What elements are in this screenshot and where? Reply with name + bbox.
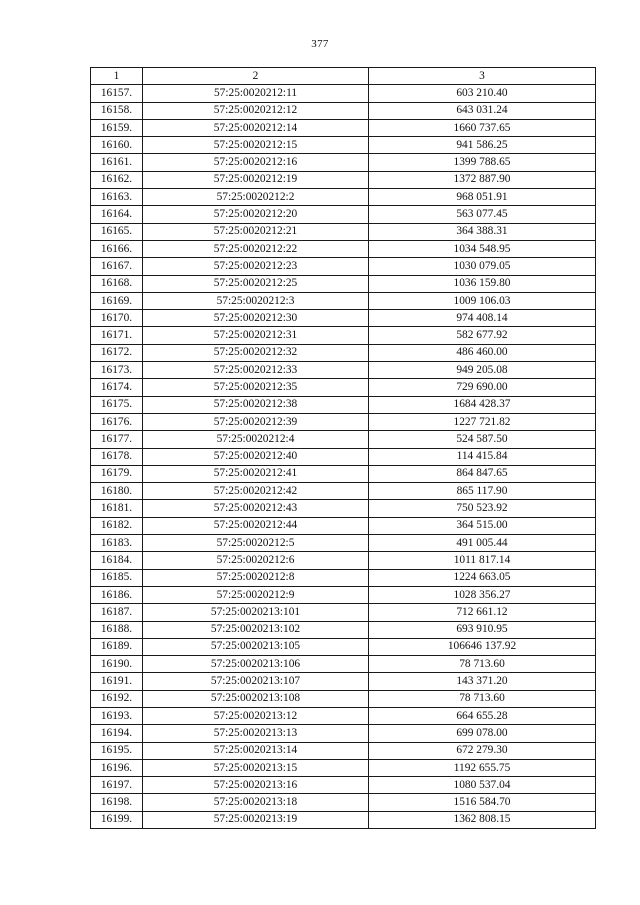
table-row <box>91 656 596 673</box>
row-number-cell: 16194. <box>91 725 143 742</box>
row-number-cell: 16183. <box>91 535 143 552</box>
cadastral-number-cell: 57:25:0020212:15 <box>143 137 369 154</box>
cadastral-number-cell: 57:25:0020213:13 <box>143 725 369 742</box>
row-number-cell: 16198. <box>91 794 143 811</box>
cadastral-value-cell: 524 587.50 <box>369 431 596 448</box>
cadastral-value-cell: 1399 788.65 <box>369 154 596 171</box>
cadastral-value-cell: 974 408.14 <box>369 310 596 327</box>
table-row <box>91 673 596 690</box>
cadastral-number-cell: 57:25:0020212:12 <box>143 102 369 119</box>
table-row <box>91 344 596 361</box>
table-row <box>91 535 596 552</box>
column-header-cadastral-number: 2 <box>143 68 369 85</box>
table-body <box>91 85 596 829</box>
table-row <box>91 621 596 638</box>
cadastral-value-cell: 968 051.91 <box>369 189 596 206</box>
cadastral-number-cell: 57:25:0020213:15 <box>143 759 369 776</box>
cadastral-value-cell: 582 677.92 <box>369 327 596 344</box>
table-row <box>91 275 596 292</box>
cadastral-number-cell: 57:25:0020212:21 <box>143 223 369 240</box>
cadastral-number-cell: 57:25:0020212:9 <box>143 586 369 603</box>
cadastral-number-cell: 57:25:0020213:18 <box>143 794 369 811</box>
table-row <box>91 223 596 240</box>
cadastral-number-cell: 57:25:0020212:14 <box>143 119 369 136</box>
cadastral-number-cell: 57:25:0020212:5 <box>143 535 369 552</box>
cadastral-number-cell: 57:25:0020213:107 <box>143 673 369 690</box>
cadastral-value-cell: 664 655.28 <box>369 707 596 724</box>
table-header-row <box>91 68 596 85</box>
cadastral-value-cell: 1034 548.95 <box>369 240 596 257</box>
cadastral-number-cell: 57:25:0020213:16 <box>143 777 369 794</box>
row-number-cell: 16199. <box>91 811 143 828</box>
row-number-cell: 16174. <box>91 379 143 396</box>
cadastral-value-cell: 1684 428.37 <box>369 396 596 413</box>
table-row <box>91 119 596 136</box>
cadastral-number-cell: 57:25:0020213:102 <box>143 621 369 638</box>
cadastral-number-cell: 57:25:0020212:44 <box>143 517 369 534</box>
cadastral-value-cell: 143 371.20 <box>369 673 596 690</box>
table-row <box>91 137 596 154</box>
table-row <box>91 604 596 621</box>
row-number-cell: 16166. <box>91 240 143 257</box>
table-row <box>91 189 596 206</box>
cadastral-value-cell: 672 279.30 <box>369 742 596 759</box>
row-number-cell: 16171. <box>91 327 143 344</box>
page-number: 377 <box>311 38 329 50</box>
row-number-cell: 16192. <box>91 690 143 707</box>
table-row <box>91 500 596 517</box>
cadastral-value-cell: 1080 537.04 <box>369 777 596 794</box>
cadastral-value-cell: 78 713.60 <box>369 656 596 673</box>
row-number-cell: 16169. <box>91 292 143 309</box>
cadastral-number-cell: 57:25:0020212:2 <box>143 189 369 206</box>
row-number-cell: 16172. <box>91 344 143 361</box>
cadastral-number-cell: 57:25:0020212:16 <box>143 154 369 171</box>
row-number-cell: 16191. <box>91 673 143 690</box>
row-number-cell: 16165. <box>91 223 143 240</box>
cadastral-value-cell: 603 210.40 <box>369 85 596 102</box>
cadastral-number-cell: 57:25:0020212:42 <box>143 483 369 500</box>
row-number-cell: 16170. <box>91 310 143 327</box>
column-header-number: 1 <box>91 68 143 85</box>
row-number-cell: 16168. <box>91 275 143 292</box>
cadastral-number-cell: 57:25:0020212:20 <box>143 206 369 223</box>
cadastral-value-cell: 729 690.00 <box>369 379 596 396</box>
row-number-cell: 16189. <box>91 638 143 655</box>
cadastral-value-cell: 1030 079.05 <box>369 258 596 275</box>
cadastral-number-cell: 57:25:0020212:25 <box>143 275 369 292</box>
table-row <box>91 552 596 569</box>
row-number-cell: 16197. <box>91 777 143 794</box>
cadastral-value-cell: 78 713.60 <box>369 690 596 707</box>
cadastral-number-cell: 57:25:0020212:22 <box>143 240 369 257</box>
cadastral-value-cell: 1009 106.03 <box>369 292 596 309</box>
cadastral-value-cell: 693 910.95 <box>369 621 596 638</box>
table-row <box>91 448 596 465</box>
cadastral-value-cell: 364 388.31 <box>369 223 596 240</box>
cadastral-number-cell: 57:25:0020212:8 <box>143 569 369 586</box>
table-row <box>91 725 596 742</box>
table-row <box>91 690 596 707</box>
table-row <box>91 638 596 655</box>
cadastral-number-cell: 57:25:0020212:6 <box>143 552 369 569</box>
row-number-cell: 16182. <box>91 517 143 534</box>
row-number-cell: 16175. <box>91 396 143 413</box>
row-number-cell: 16179. <box>91 465 143 482</box>
cadastral-value-cell: 1362 808.15 <box>369 811 596 828</box>
table-row <box>91 759 596 776</box>
cadastral-number-cell: 57:25:0020213:14 <box>143 742 369 759</box>
table-row <box>91 171 596 188</box>
row-number-cell: 16190. <box>91 656 143 673</box>
cadastral-value-cell: 364 515.00 <box>369 517 596 534</box>
table-row <box>91 154 596 171</box>
cadastral-number-cell: 57:25:0020213:101 <box>143 604 369 621</box>
row-number-cell: 16167. <box>91 258 143 275</box>
table-row <box>91 517 596 534</box>
cadastral-value-cell: 114 415.84 <box>369 448 596 465</box>
row-number-cell: 16193. <box>91 707 143 724</box>
row-number-cell: 16184. <box>91 552 143 569</box>
table-row <box>91 292 596 309</box>
row-number-cell: 16178. <box>91 448 143 465</box>
cadastral-value-table <box>90 67 596 829</box>
table-row <box>91 310 596 327</box>
row-number-cell: 16161. <box>91 154 143 171</box>
table-row <box>91 569 596 586</box>
row-number-cell: 16173. <box>91 362 143 379</box>
table-row <box>91 362 596 379</box>
table-row <box>91 258 596 275</box>
cadastral-value-cell: 486 460.00 <box>369 344 596 361</box>
row-number-cell: 16188. <box>91 621 143 638</box>
row-number-cell: 16186. <box>91 586 143 603</box>
cadastral-number-cell: 57:25:0020213:12 <box>143 707 369 724</box>
row-number-cell: 16163. <box>91 189 143 206</box>
cadastral-number-cell: 57:25:0020212:39 <box>143 413 369 430</box>
cadastral-number-cell: 57:25:0020212:3 <box>143 292 369 309</box>
row-number-cell: 16196. <box>91 759 143 776</box>
row-number-cell: 16162. <box>91 171 143 188</box>
row-number-cell: 16177. <box>91 431 143 448</box>
cadastral-number-cell: 57:25:0020212:43 <box>143 500 369 517</box>
row-number-cell: 16181. <box>91 500 143 517</box>
cadastral-value-cell: 750 523.92 <box>369 500 596 517</box>
row-number-cell: 16159. <box>91 119 143 136</box>
cadastral-number-cell: 57:25:0020213:105 <box>143 638 369 655</box>
table-row <box>91 206 596 223</box>
table-row <box>91 794 596 811</box>
cadastral-value-cell: 949 205.08 <box>369 362 596 379</box>
cadastral-number-cell: 57:25:0020212:4 <box>143 431 369 448</box>
cadastral-number-cell: 57:25:0020213:106 <box>143 656 369 673</box>
cadastral-number-cell: 57:25:0020212:32 <box>143 344 369 361</box>
cadastral-value-cell: 865 117.90 <box>369 483 596 500</box>
cadastral-number-cell: 57:25:0020212:30 <box>143 310 369 327</box>
row-number-cell: 16180. <box>91 483 143 500</box>
cadastral-value-cell: 1192 655.75 <box>369 759 596 776</box>
cadastral-number-cell: 57:25:0020213:108 <box>143 690 369 707</box>
cadastral-number-cell: 57:25:0020212:33 <box>143 362 369 379</box>
table-row <box>91 85 596 102</box>
cadastral-number-cell: 57:25:0020212:40 <box>143 448 369 465</box>
row-number-cell: 16157. <box>91 85 143 102</box>
table-row <box>91 102 596 119</box>
row-number-cell: 16185. <box>91 569 143 586</box>
row-number-cell: 16187. <box>91 604 143 621</box>
row-number-cell: 16160. <box>91 137 143 154</box>
cadastral-number-cell: 57:25:0020212:31 <box>143 327 369 344</box>
cadastral-value-cell: 1660 737.65 <box>369 119 596 136</box>
table-row <box>91 413 596 430</box>
table-row <box>91 586 596 603</box>
column-header-cadastral-value: 3 <box>369 68 596 85</box>
row-number-cell: 16176. <box>91 413 143 430</box>
cadastral-value-cell: 1372 887.90 <box>369 171 596 188</box>
cadastral-number-cell: 57:25:0020212:41 <box>143 465 369 482</box>
cadastral-value-cell: 1516 584.70 <box>369 794 596 811</box>
cadastral-value-cell: 1227 721.82 <box>369 413 596 430</box>
table-row <box>91 777 596 794</box>
cadastral-value-cell: 1224 663.05 <box>369 569 596 586</box>
table-row <box>91 811 596 828</box>
cadastral-value-cell: 1028 356.27 <box>369 586 596 603</box>
cadastral-number-cell: 57:25:0020212:19 <box>143 171 369 188</box>
cadastral-value-cell: 864 847.65 <box>369 465 596 482</box>
cadastral-value-cell: 712 661.12 <box>369 604 596 621</box>
cadastral-value-cell: 491 005.44 <box>369 535 596 552</box>
table-row <box>91 742 596 759</box>
cadastral-value-cell: 941 586.25 <box>369 137 596 154</box>
table-row <box>91 396 596 413</box>
cadastral-value-cell: 1011 817.14 <box>369 552 596 569</box>
cadastral-value-cell: 563 077.45 <box>369 206 596 223</box>
table-row <box>91 465 596 482</box>
table-row <box>91 431 596 448</box>
table-row <box>91 379 596 396</box>
table-row <box>91 327 596 344</box>
cadastral-number-cell: 57:25:0020212:35 <box>143 379 369 396</box>
cadastral-number-cell: 57:25:0020212:23 <box>143 258 369 275</box>
row-number-cell: 16164. <box>91 206 143 223</box>
row-number-cell: 16195. <box>91 742 143 759</box>
cadastral-value-cell: 699 078.00 <box>369 725 596 742</box>
cadastral-number-cell: 57:25:0020213:19 <box>143 811 369 828</box>
cadastral-value-cell: 106646 137.92 <box>369 638 596 655</box>
table-row <box>91 707 596 724</box>
cadastral-value-cell: 643 031.24 <box>369 102 596 119</box>
cadastral-number-cell: 57:25:0020212:11 <box>143 85 369 102</box>
table-row <box>91 483 596 500</box>
row-number-cell: 16158. <box>91 102 143 119</box>
table-row <box>91 240 596 257</box>
cadastral-number-cell: 57:25:0020212:38 <box>143 396 369 413</box>
cadastral-value-cell: 1036 159.80 <box>369 275 596 292</box>
